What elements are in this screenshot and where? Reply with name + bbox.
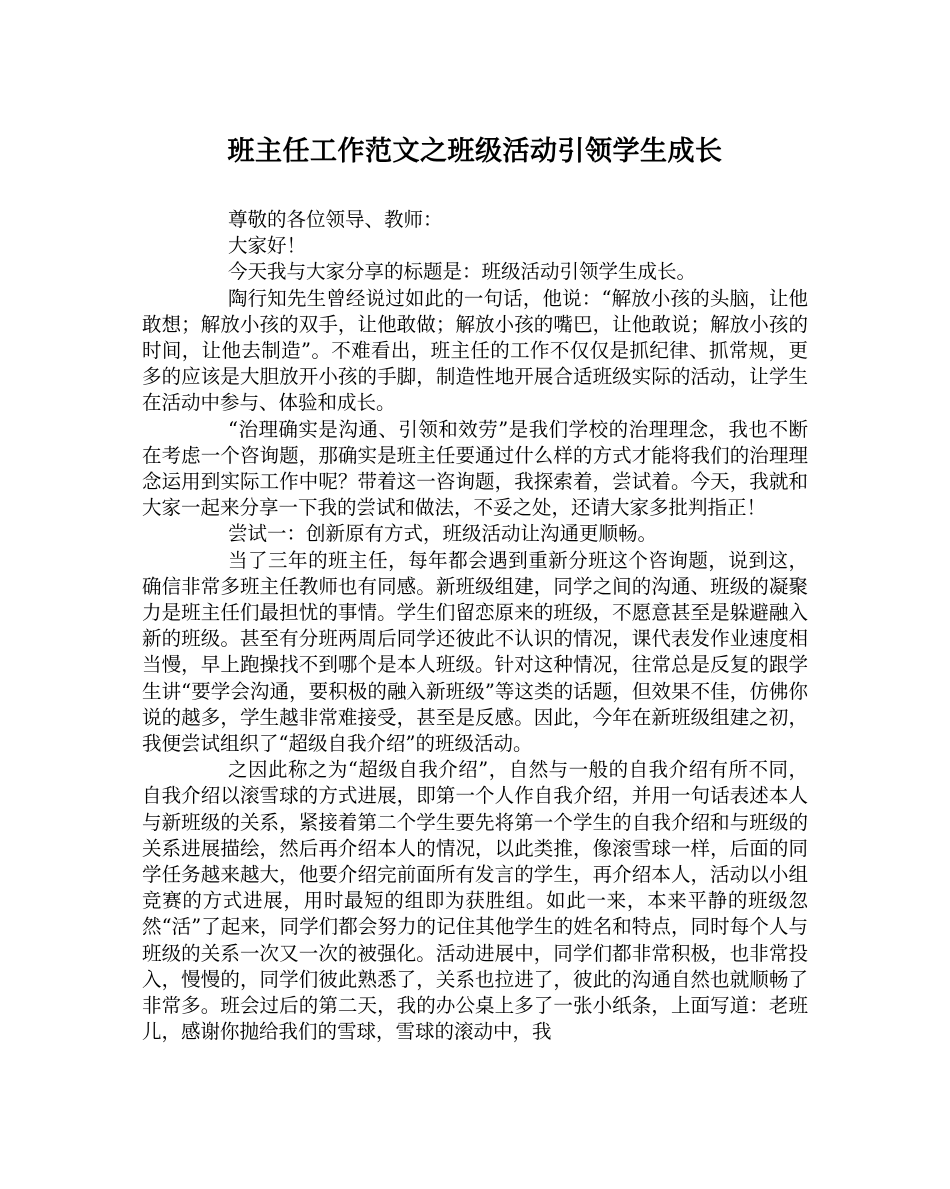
- document-body: [142, 207, 808, 1046]
- body-paragraph: “治理确实是沟通、引领和效劳”是我们学校的治理理念，我也不断在考虑一个咨询题，那确实是班主任要通过什么样的方式才能将我们的治理理念运用到实际工作中呢？带着这一咨询题，我探索着，尝试着。今天，我就和大家一起来分享一下我的尝试和做法，不妥之处，还请大家多批判指正！: [142, 417, 808, 520]
- topic-intro-paragraph: 今天我与大家分享的标题是：班级活动引领学生成长。: [228, 260, 697, 284]
- greeting: 大家好！: [228, 234, 307, 258]
- body-paragraph: 陶行知先生曾经说过如此的一句话，他说：“解放小孩的头脑，让他敢想；解放小孩的双手，让他敢做；解放小孩的嘴巴，让他敢说；解放小孩的时间，让他去制造”。不难看出，班主任的工作不仅仅是抓纪律、抓常规，更多的应该是大胆放开小孩的手脚，制造性地开展合适班级实际的活动，让学生在活动中参与、体验和成长。: [142, 286, 808, 415]
- section-heading: 尝试一：创新原有方式，班级活动让沟通更顺畅。: [228, 522, 658, 546]
- body-paragraph: 当了三年的班主任，每年都会遇到重新分班这个咨询题，说到这，确信非常多班主任教师也有同感。新班级组建，同学之间的沟通、班级的凝聚力是班主任们最担忧的事情。学生们留恋原来的班级，不愿意甚至是躲避融入新的班级。甚至有分班两周后同学还彼此不认识的情况，课代表发作业速度相当慢，早上跑操找不到哪个是本人班级。针对这种情况，往常总是反复的跟学生讲“要学会沟通，要积极的融入新班级”等这类的话题，但效果不佳，仿佛你说的越多，学生越非常难接受，甚至是反感。因此，今年在新班级组建之初，我便尝试组织了“超级自我介绍”的班级活动。: [142, 548, 808, 756]
- document-title: 班主任工作范文之班级活动引领学生成长: [227, 136, 723, 167]
- salutation: 尊敬的各位领导、教师：: [228, 208, 443, 231]
- body-paragraph: 之因此称之为“超级自我介绍”，自然与一般的自我介绍有所不同，自我介绍以滚雪球的方式进展，即第一个人作自我介绍，并用一句话表述本人与新班级的关系，紧接着第二个学生要先将第一个学生的自我介绍和与班级的关系进展描绘，然后再介绍本人的情况，以此类推，像滚雪球一样，后面的同学任务越来越大，他要介绍完前面所有发言的学生，再介绍本人，活动以小组竞赛的方式进展，用时最短的组即为获胜组。如此一来，本来平静的班级忽然“活”了起来，同学们都会努力的记住其他学生的姓名和特点，同时每个人与班级的关系一次又一次的被强化。活动进展中，同学们都非常积极，也非常投入，慢慢的，同学们彼此熟悉了，关系也拉进了，彼此的沟通自然也就顺畅了非常多。班会过后的第二天，我的办公桌上多了一张小纸条，上面写道：老班儿，感谢你抛给我们的雪球，雪球的滚动中，我: [142, 758, 808, 1044]
